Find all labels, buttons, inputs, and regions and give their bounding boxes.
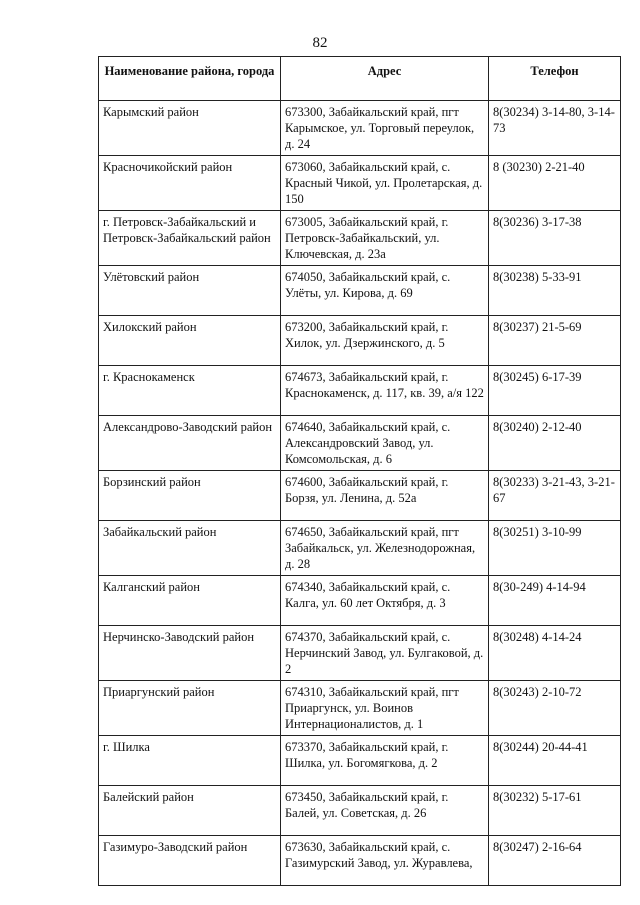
cell-phone: 8(30237) 21-5-69 [489,316,621,366]
district-contacts-table [98,56,621,886]
header-phone: Телефон [489,57,621,101]
table-row [99,316,621,366]
cell-phone: 8(30245) 6-17-39 [489,366,621,416]
table-row [99,266,621,316]
cell-address: 673450, Забайкальский край, г. Балей, ул. Советская, д. 26 [281,786,489,836]
cell-district: Красночикойский район [99,156,281,211]
cell-address: 673060, Забайкальский край, с. Красный Чикой, ул. Пролетарская, д. 150 [281,156,489,211]
cell-phone: 8(30234) 3-14-80, 3-14-73 [489,101,621,156]
cell-district: г. Петровск-Забайкальский и Петровск-Забайкальский район [99,211,281,266]
cell-phone: 8(30247) 2-16-64 [489,836,621,886]
cell-phone: 8(30238) 5-33-91 [489,266,621,316]
cell-phone: 8(30-249) 4-14-94 [489,576,621,626]
cell-address: 673300, Забайкальский край, пгт Карымское, ул. Торговый переулок, д. 24 [281,101,489,156]
cell-district: Калганский район [99,576,281,626]
page-number: 82 [312,35,328,51]
cell-district: Александрово-Заводский район [99,416,281,471]
cell-district: Приаргунский район [99,681,281,736]
cell-phone: 8(30248) 4-14-24 [489,626,621,681]
table-row [99,156,621,211]
table-row [99,521,621,576]
cell-address: 674640, Забайкальский край, с. Александровский Завод, ул. Комсомольская, д. 6 [281,416,489,471]
table-row [99,416,621,471]
cell-district: Улётовский район [99,266,281,316]
cell-phone: 8(30240) 2-12-40 [489,416,621,471]
cell-phone: 8(30244) 20-44-41 [489,736,621,786]
cell-address: 674673, Забайкальский край, г. Краснокаменск, д. 117, кв. 39, а/я 122 [281,366,489,416]
header-address: Адрес [281,57,489,101]
cell-phone: 8(30232) 5-17-61 [489,786,621,836]
table-row [99,211,621,266]
table-row [99,576,621,626]
table-row [99,681,621,736]
cell-address: 674370, Забайкальский край, с. Нерчинский Завод, ул. Булгаковой, д. 2 [281,626,489,681]
cell-district: Балейский район [99,786,281,836]
cell-district: г. Шилка [99,736,281,786]
cell-district: г. Краснокаменск [99,366,281,416]
cell-district: Забайкальский район [99,521,281,576]
cell-address: 674310, Забайкальский край, пгт Приаргунск, ул. Воинов Интернационалистов, д. 1 [281,681,489,736]
table-row [99,736,621,786]
cell-district: Нерчинско-Заводский район [99,626,281,681]
cell-address: 674650, Забайкальский край, пгт Забайкальск, ул. Железнодорожная, д. 28 [281,521,489,576]
cell-phone: 8(30243) 2-10-72 [489,681,621,736]
cell-district: Хилокский район [99,316,281,366]
table-row [99,471,621,521]
cell-phone: 8(30251) 3-10-99 [489,521,621,576]
cell-phone: 8(30236) 3-17-38 [489,211,621,266]
cell-district: Газимуро-Заводский район [99,836,281,886]
header-district: Наименование района, города [99,57,281,101]
table-row [99,366,621,416]
table-row [99,786,621,836]
cell-address: 673630, Забайкальский край, с. Газимурский Завод, ул. Журавлева, [281,836,489,886]
table-header-row [99,57,621,101]
cell-address: 674600, Забайкальский край, г. Борзя, ул. Ленина, д. 52а [281,471,489,521]
cell-district: Карымский район [99,101,281,156]
cell-address: 673200, Забайкальский край, г. Хилок, ул. Дзержинского, д. 5 [281,316,489,366]
cell-address: 674340, Забайкальский край, с. Калга, ул. 60 лет Октября, д. 3 [281,576,489,626]
table-row [99,101,621,156]
cell-address: 674050, Забайкальский край, с. Улёты, ул. Кирова, д. 69 [281,266,489,316]
table-row [99,626,621,681]
cell-address: 673005, Забайкальский край, г. Петровск-Забайкальский, ул. Ключевская, д. 23а [281,211,489,266]
cell-phone: 8(30233) 3-21-43, 3-21-67 [489,471,621,521]
cell-district: Борзинский район [99,471,281,521]
cell-phone: 8 (30230) 2-21-40 [489,156,621,211]
table-row [99,836,621,886]
cell-address: 673370, Забайкальский край, г. Шилка, ул. Богомягкова, д. 2 [281,736,489,786]
table-body [99,101,621,886]
